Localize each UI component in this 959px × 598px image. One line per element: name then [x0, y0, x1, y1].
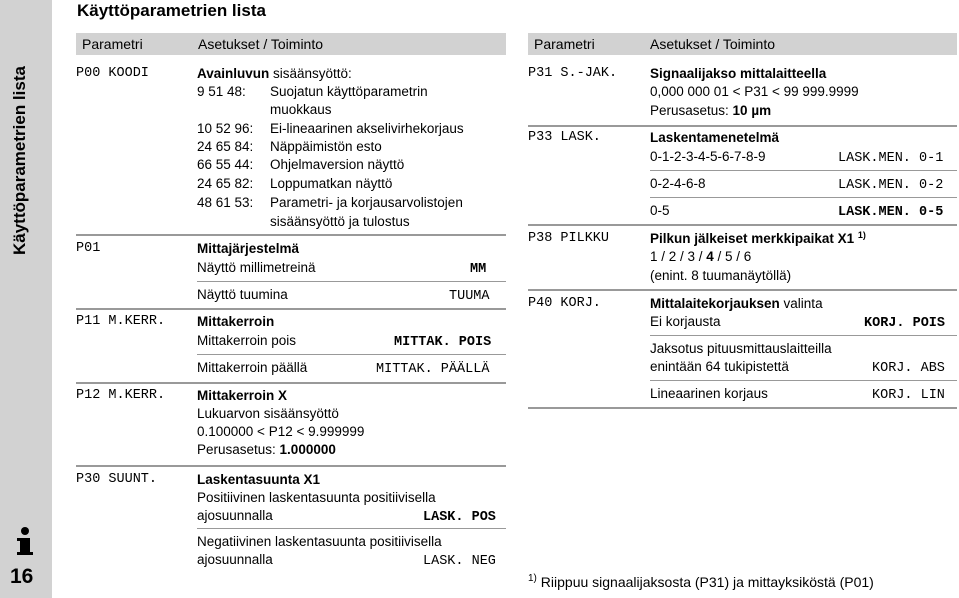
p00-code-5-desc: Loppumatkan näyttö: [270, 176, 393, 191]
p33-opt3-value: LASK.MEN. 0-5: [838, 205, 944, 220]
divider: [76, 382, 506, 384]
footnote-text: Riippuu signaalijaksosta (P31) ja mittayksiköstä (P01): [536, 574, 874, 590]
p01-opt2-text: Näyttö tuumina: [197, 287, 288, 302]
p30-opt1-line1: Positiivinen laskentasuunta positiivisella: [197, 490, 436, 505]
p00-code-2-desc: Ei-lineaarinen akselivirhekorjaus: [270, 121, 464, 136]
p11-code: P11 M.KERR.: [76, 314, 166, 329]
p00-title: Avainluvun: [197, 66, 270, 81]
p12-code: P12 M.KERR.: [76, 388, 166, 403]
p31-default-value: 10 µm: [732, 103, 772, 118]
p00-code-6-desc: Parametri- ja korjausarvolistojen: [270, 195, 463, 210]
p31-line2: [650, 103, 771, 118]
p33-opt2-text: 0-2-4-6-8: [650, 176, 706, 191]
p40-code: P40 KORJ.: [528, 296, 601, 311]
p00-code-0-desc: Suojatun käyttöparametrin: [270, 84, 428, 99]
p30-code: P30 SUUNT.: [76, 472, 158, 487]
p00-code-3-num: 24 65 84:: [197, 139, 254, 154]
p30-opt1-value: LASK. POS: [423, 510, 496, 525]
divider: [528, 125, 957, 127]
p01-title: Mittajärjestelmä: [197, 241, 300, 256]
p38-options: [650, 249, 751, 264]
p33-title: Laskentamenetelmä: [650, 130, 780, 145]
p40-title-line: [650, 296, 823, 311]
p33-opt3-text: 0-5: [650, 203, 670, 218]
divider: [528, 224, 957, 226]
divider: [76, 308, 506, 310]
p00-code-5-num: 24 65 82:: [197, 176, 254, 191]
divider: [197, 281, 506, 282]
p40-opt1-text: Ei korjausta: [650, 314, 721, 329]
p11-opt1-text: Mittakerroin pois: [197, 333, 297, 348]
table-header-right: [528, 33, 957, 55]
p33-opt1-value: LASK.MEN. 0-1: [838, 151, 944, 166]
p40-opt2-line2: enintään 64 tukipistettä: [650, 359, 789, 374]
p38-opts-a: 1 / 2 / 3 /: [650, 249, 707, 264]
p40-opt2-value: KORJ. ABS: [872, 361, 945, 376]
divider: [76, 234, 506, 236]
p00-code-2-num: 10 52 96:: [197, 121, 254, 136]
page-number: 16: [10, 565, 34, 588]
p01-opt1-value: MM: [470, 262, 487, 277]
p12-line2: 0.100000 < P12 < 9.999999: [197, 424, 365, 439]
p40-opt3-value: KORJ. LIN: [872, 388, 945, 403]
p00-code-4-desc: Ohjelmaversion näyttö: [270, 157, 405, 172]
p38-title-line: [650, 231, 866, 246]
p38-title: Pilkun jälkeiset merkkipaikat X1: [650, 231, 855, 246]
p11-opt2-text: Mittakerroin päällä: [197, 360, 308, 375]
p00-code-0-num: 9 51 48:: [197, 84, 246, 99]
p33-opt1-text: 0-1-2-3-4-5-6-7-8-9: [650, 149, 766, 164]
divider: [650, 197, 957, 198]
p00-code-4-num: 66 55 44:: [197, 157, 254, 172]
p01-code: P01: [76, 241, 101, 256]
p40-opt3-text: Lineaarinen korjaus: [650, 386, 768, 401]
divider: [76, 465, 506, 467]
p40-title-rest: valinta: [779, 296, 823, 311]
p11-opt1-value: MITTAK. POIS: [394, 335, 492, 350]
p12-line3: [197, 442, 336, 457]
p38-opts-c: / 5 / 6: [713, 249, 752, 264]
p12-default-value: 1.000000: [279, 442, 336, 457]
divider: [650, 380, 957, 381]
info-icon: [8, 524, 42, 558]
p38-opts-default: 4: [706, 249, 714, 264]
p40-title: Mittalaitekorjauksen: [650, 296, 780, 311]
p30-opt1-line2: ajosuunnalla: [197, 508, 273, 523]
p31-code: P31 S.-JAK.: [528, 66, 618, 81]
p40-opt2-line1: Jaksotus pituusmittauslaitteilla: [650, 341, 832, 356]
p30-opt2-value: LASK. NEG: [423, 554, 496, 569]
p00-title-line: [197, 66, 352, 81]
p00-code-6-num: 48 61 53:: [197, 195, 254, 210]
p12-title: Mittakerroin X: [197, 388, 288, 403]
divider: [650, 335, 957, 336]
p31-title: Signaalijakso mittalaitteella: [650, 66, 827, 81]
p11-opt2-value: MITTAK. PÄÄLLÄ: [376, 362, 490, 377]
p11-title: Mittakerroin: [197, 314, 275, 329]
p38-footnote-mark: 1): [857, 230, 866, 240]
p30-title: Laskentasuunta X1: [197, 472, 321, 487]
header-param: Parametri: [82, 36, 143, 52]
header-settings: Asetukset / Toiminto: [198, 36, 324, 52]
page-title: Käyttöparametrien lista: [77, 1, 266, 20]
p00-code: P00 KOODI: [76, 66, 149, 81]
divider: [197, 354, 506, 355]
p00-title-rest: sisäänsyöttö:: [269, 66, 352, 81]
header-settings-right: Asetukset / Toiminto: [650, 36, 776, 52]
p33-opt2-value: LASK.MEN. 0-2: [838, 178, 944, 193]
p00-code-7-desc: sisäänsyöttö ja tulostus: [270, 214, 410, 229]
p01-opt2-value: TUUMA: [449, 289, 490, 304]
p01-opt1-text: Näyttö millimetreinä: [197, 260, 316, 275]
p38-line2: (enint. 8 tuumanäytöllä): [650, 268, 792, 283]
p00-code-3-desc: Näppäimistön esto: [270, 139, 382, 154]
footnote: [528, 574, 874, 590]
divider: [650, 170, 957, 171]
p40-opt1-value: KORJ. POIS: [864, 316, 946, 331]
divider: [528, 289, 957, 291]
p12-line1: Lukuarvon sisäänsyöttö: [197, 406, 339, 421]
p00-code-1-desc: muokkaus: [270, 102, 332, 117]
p31-line1: 0,000 000 01 < P31 < 99 999.9999: [650, 84, 859, 99]
footnote-mark: 1): [528, 573, 537, 584]
p30-opt2-line2: ajosuunnalla: [197, 552, 273, 567]
divider: [197, 528, 506, 529]
table-header-left: [76, 33, 506, 55]
p30-opt2-line1: Negatiivinen laskentasuunta positiivisella: [197, 534, 442, 549]
p31-default-label: Perusasetus:: [650, 103, 733, 118]
p33-code: P33 LASK.: [528, 130, 601, 145]
header-param-right: Parametri: [534, 36, 595, 52]
p38-code: P38 PILKKU: [528, 231, 610, 246]
side-title: Käyttöparametrien lista: [10, 66, 29, 255]
p12-default-label: Perusasetus:: [197, 442, 280, 457]
divider: [528, 407, 957, 409]
